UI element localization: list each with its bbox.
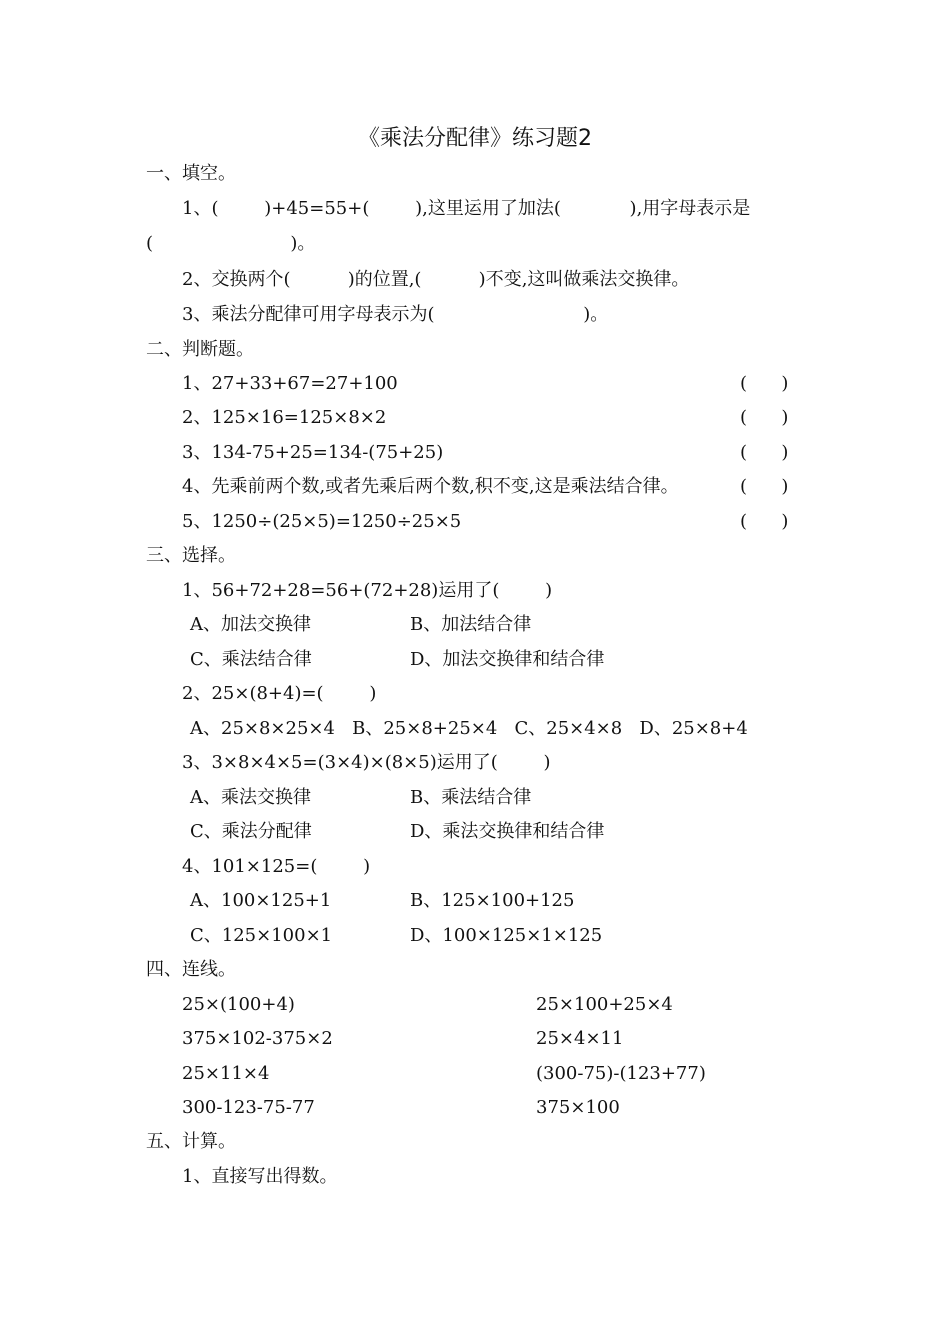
match-right-item-2: 25×4×11 bbox=[536, 1028, 624, 1049]
match-left-item-3: 25×11×4 bbox=[182, 1063, 270, 1084]
calculate-question-1: 1、直接写出得数。 bbox=[182, 1166, 338, 1187]
choice-3-option-b: B、乘法结合律 bbox=[410, 787, 532, 808]
judge-answer-blank-4: ( ) bbox=[740, 476, 789, 497]
section-fill-in-heading: 一、填空。 bbox=[146, 163, 236, 184]
choice-2-options: A、25×8×25×4 B、25×8+25×4 C、25×4×8 D、25×8+4 bbox=[190, 718, 748, 739]
judge-item-2: 2、125×16=125×8×2 bbox=[182, 407, 387, 428]
judge-answer-blank-3: ( ) bbox=[740, 442, 789, 463]
choice-1-option-a: A、加法交换律 bbox=[190, 614, 311, 635]
choice-question-2: 2、25×(8+4)=( ) bbox=[182, 683, 377, 704]
fill-in-question-1: 1、( )+45=55+( ),这里运用了加法( ),用字母表示是 bbox=[182, 198, 751, 219]
match-right-item-3: (300-75)-(123+77) bbox=[536, 1063, 706, 1084]
match-left-item-4: 300-123-75-77 bbox=[182, 1097, 315, 1118]
judge-item-1: 1、27+33+67=27+100 bbox=[182, 373, 398, 394]
choice-3-option-c: C、乘法分配律 bbox=[190, 821, 312, 842]
match-left-item-2: 375×102-375×2 bbox=[182, 1028, 333, 1049]
section-judge-heading: 二、判断题。 bbox=[146, 339, 254, 360]
match-right-item-1: 25×100+25×4 bbox=[536, 994, 673, 1015]
choice-question-4: 4、101×125=( ) bbox=[182, 856, 371, 877]
match-right-item-4: 375×100 bbox=[536, 1097, 620, 1118]
fill-in-question-2: 2、交换两个( )的位置,( )不变,这叫做乘法交换律。 bbox=[182, 269, 690, 290]
choice-4-option-d: D、100×125×1×125 bbox=[410, 925, 603, 946]
choice-question-3: 3、3×8×4×5=(3×4)×(8×5)运用了( ) bbox=[182, 752, 551, 773]
page-title: 《乘法分配律》练习题2 bbox=[358, 126, 592, 151]
choice-1-option-c: C、乘法结合律 bbox=[190, 649, 312, 670]
section-calculate-heading: 五、计算。 bbox=[146, 1131, 236, 1152]
section-choice-heading: 三、选择。 bbox=[146, 545, 236, 566]
section-match-heading: 四、连线。 bbox=[146, 959, 236, 980]
fill-in-question-1-cont: ( )。 bbox=[146, 233, 316, 254]
judge-item-5: 5、1250÷(25×5)=1250÷25×5 bbox=[182, 511, 462, 532]
choice-3-option-d: D、乘法交换律和结合律 bbox=[410, 821, 605, 842]
fill-in-question-3: 3、乘法分配律可用字母表示为( )。 bbox=[182, 304, 609, 325]
choice-4-option-c: C、125×100×1 bbox=[190, 925, 333, 946]
choice-question-1: 1、56+72+28=56+(72+28)运用了( ) bbox=[182, 580, 553, 601]
judge-item-3: 3、134-75+25=134-(75+25) bbox=[182, 442, 444, 463]
judge-answer-blank-5: ( ) bbox=[740, 511, 789, 532]
choice-1-option-b: B、加法结合律 bbox=[410, 614, 532, 635]
choice-4-option-a: A、100×125+1 bbox=[190, 890, 332, 911]
judge-answer-blank-2: ( ) bbox=[740, 407, 789, 428]
choice-4-option-b: B、125×100+125 bbox=[410, 890, 575, 911]
judge-answer-blank-1: ( ) bbox=[740, 373, 789, 394]
judge-item-4: 4、先乘前两个数,或者先乘后两个数,积不变,这是乘法结合律。 bbox=[182, 476, 679, 497]
choice-1-option-d: D、加法交换律和结合律 bbox=[410, 649, 605, 670]
match-left-item-1: 25×(100+4) bbox=[182, 994, 295, 1015]
choice-3-option-a: A、乘法交换律 bbox=[190, 787, 311, 808]
